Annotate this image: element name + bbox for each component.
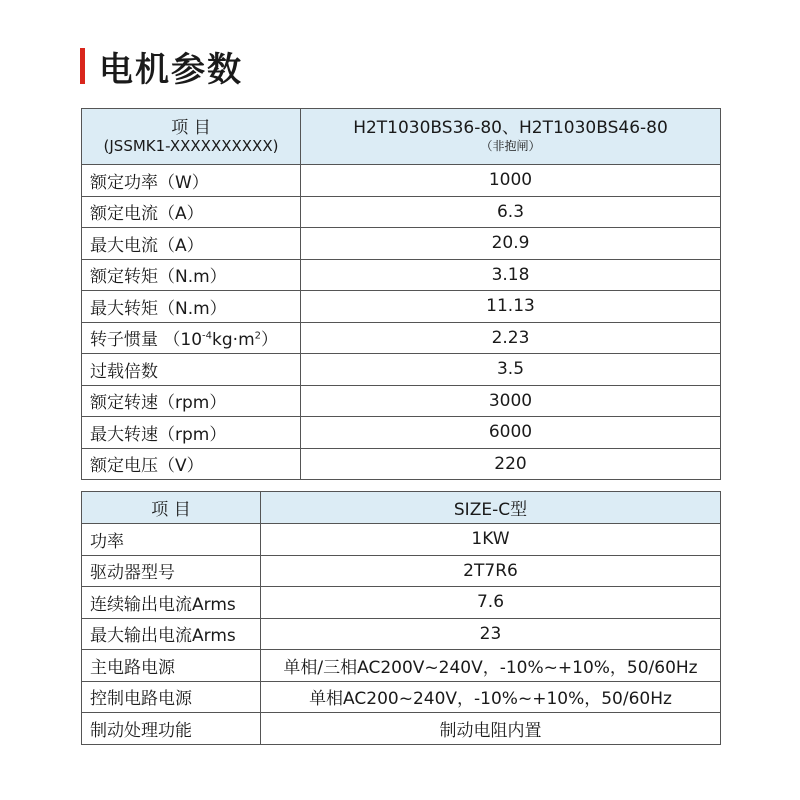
row-value: 3.18 xyxy=(301,259,721,291)
row-label-inertia xyxy=(82,322,301,354)
table-header-row xyxy=(82,492,721,524)
row-label: 额定电压（V） xyxy=(82,448,301,480)
row-value: 2.23 xyxy=(301,322,721,354)
row-value: 2T7R6 xyxy=(261,555,721,587)
table-row xyxy=(82,555,721,587)
row-label: 功率 xyxy=(82,524,261,556)
row-label: 最大转速（rpm） xyxy=(82,417,301,449)
table-row xyxy=(82,587,721,619)
row-label: 主电路电源 xyxy=(82,650,261,682)
row-label: 最大电流（A） xyxy=(82,228,301,260)
table-row xyxy=(82,650,721,682)
header-model-names: H2T1030BS36-80、H2T1030BS46-80 xyxy=(353,117,668,138)
row-label: 额定功率（W） xyxy=(82,165,301,197)
row-label: 控制电路电源 xyxy=(82,681,261,713)
row-value: 11.13 xyxy=(301,291,721,323)
row-value: 1000 xyxy=(301,165,721,197)
header-item-cell xyxy=(82,109,301,165)
row-value: 制动电阻内置 xyxy=(261,713,721,745)
row-value: 3000 xyxy=(301,385,721,417)
table-row xyxy=(82,291,721,323)
table-row xyxy=(82,417,721,449)
row-label: 额定转速（rpm） xyxy=(82,385,301,417)
table-row xyxy=(82,681,721,713)
inertia-label-suffix: ） xyxy=(261,330,279,351)
row-value: 1KW xyxy=(261,524,721,556)
inertia-unit-exponent: 2 xyxy=(254,330,262,342)
row-value: 220 xyxy=(301,448,721,480)
header-model-cell xyxy=(301,109,721,165)
table-row xyxy=(82,228,721,260)
driver-params-table xyxy=(81,491,721,745)
row-label: 过载倍数 xyxy=(82,354,301,386)
page-title: 电机参数 xyxy=(99,49,243,90)
table-row xyxy=(82,354,721,386)
header-size-cell: SIZE-C型 xyxy=(261,492,721,524)
row-value: 6000 xyxy=(301,417,721,449)
row-label: 额定转矩（N.m） xyxy=(82,259,301,291)
header-item-label: 项 目 xyxy=(171,117,211,138)
table-row xyxy=(82,618,721,650)
header-model-note: （非抱闸） xyxy=(480,138,541,153)
table-row xyxy=(82,165,721,197)
inertia-label-prefix: 转子惯量 （10 xyxy=(90,330,203,351)
row-value: 20.9 xyxy=(301,228,721,260)
section-heading xyxy=(80,44,243,88)
row-value: 23 xyxy=(261,618,721,650)
table-row xyxy=(82,448,721,480)
row-value: 3.5 xyxy=(301,354,721,386)
row-label: 额定电流（A） xyxy=(82,196,301,228)
table-row xyxy=(82,259,721,291)
row-value: 单相/三相AC200V~240V，-10%~+10%，50/60Hz xyxy=(261,650,721,682)
row-label: 制动处理功能 xyxy=(82,713,261,745)
table-header-row xyxy=(82,109,721,165)
table-row xyxy=(82,322,721,354)
row-label: 驱动器型号 xyxy=(82,555,261,587)
inertia-exponent: -4 xyxy=(202,330,213,342)
row-value: 单相AC200~240V，-10%~+10%，50/60Hz xyxy=(261,681,721,713)
inertia-unit: kg·m xyxy=(212,330,255,351)
header-model-series: (JSSMK1-XXXXXXXXXX) xyxy=(103,136,279,155)
row-label: 最大输出电流Arms xyxy=(82,618,261,650)
row-label: 连续输出电流Arms xyxy=(82,587,261,619)
table-row xyxy=(82,196,721,228)
table-row xyxy=(82,524,721,556)
motor-params-table xyxy=(81,108,721,480)
row-value: 6.3 xyxy=(301,196,721,228)
table-row xyxy=(82,385,721,417)
heading-accent-bar xyxy=(80,48,85,84)
table-row xyxy=(82,713,721,745)
header-item-cell: 项 目 xyxy=(82,492,261,524)
row-label: 最大转矩（N.m） xyxy=(82,291,301,323)
row-value: 7.6 xyxy=(261,587,721,619)
